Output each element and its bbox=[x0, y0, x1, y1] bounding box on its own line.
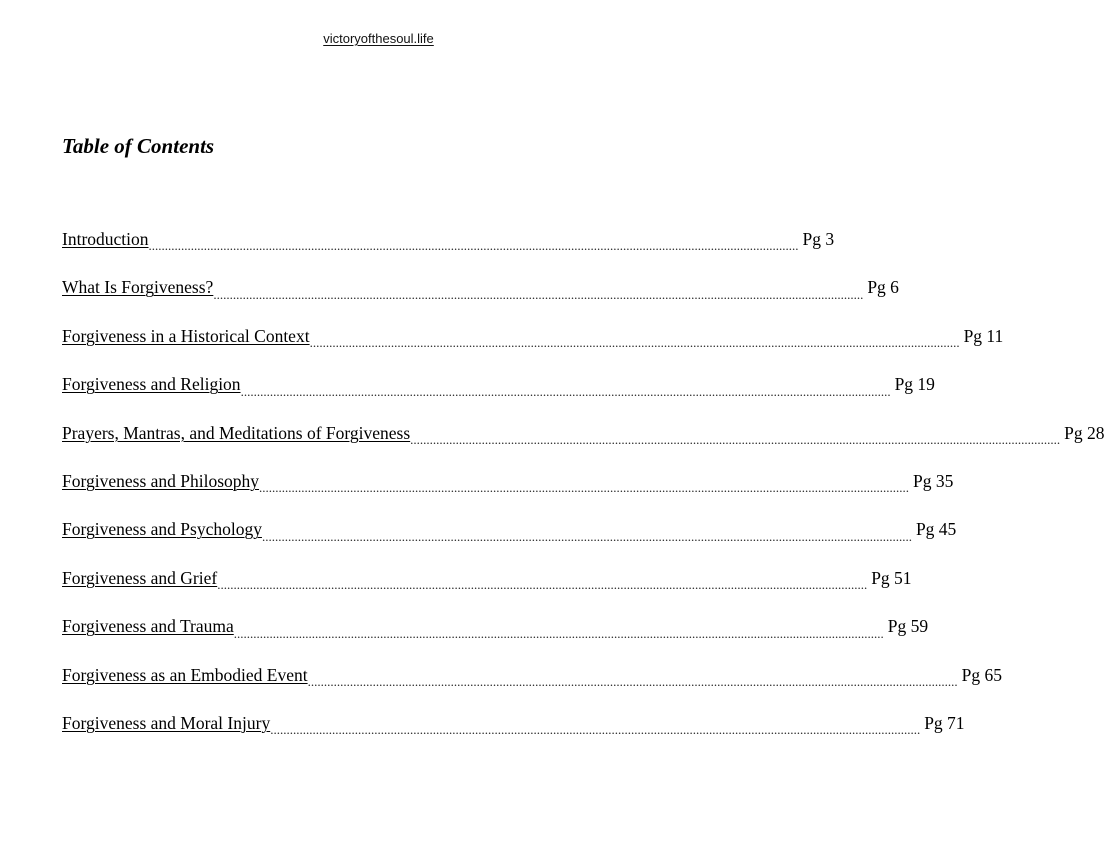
toc-entry-historical-context bbox=[62, 325, 1004, 373]
dot-leader: ........................................................................................................................................................................................................ bbox=[233, 625, 884, 641]
toc-link[interactable]: Forgiveness and Grief bbox=[62, 567, 218, 588]
toc-list bbox=[62, 228, 1105, 760]
dot-leader: ........................................................................................................................................................................................................ bbox=[309, 335, 960, 351]
toc-entry-trauma bbox=[62, 615, 929, 663]
toc-link[interactable]: What Is Forgiveness? bbox=[62, 277, 214, 298]
dot-leader: ........................................................................................................................................................................................................ bbox=[261, 528, 912, 544]
dot-leader: ........................................................................................................................................................................................................ bbox=[213, 286, 864, 302]
dot-leader: ........................................................................................................................................................................................................ bbox=[259, 480, 910, 496]
toc-entry-philosophy bbox=[62, 470, 954, 518]
toc-link[interactable]: Forgiveness and Psychology bbox=[62, 519, 262, 540]
toc-link[interactable]: Forgiveness and Trauma bbox=[62, 616, 234, 637]
toc-entry-religion bbox=[62, 373, 935, 421]
dot-leader: ........................................................................................................................................................................................................ bbox=[240, 383, 891, 399]
toc-link[interactable]: Introduction bbox=[62, 229, 149, 249]
dot-leader: ........................................................................................................................................................................................................ bbox=[410, 431, 1061, 447]
page-number: Pg 28 bbox=[1064, 422, 1105, 443]
page-number: Pg 19 bbox=[894, 374, 935, 395]
toc-entry-grief bbox=[62, 567, 912, 615]
page-number: Pg 11 bbox=[963, 325, 1004, 346]
toc-link[interactable]: Prayers, Mantras, and Meditations of Forgiveness bbox=[62, 422, 411, 443]
toc-entry-what-is-forgiveness bbox=[62, 276, 899, 324]
toc-link[interactable]: Forgiveness as an Embodied Event bbox=[62, 664, 308, 685]
page-number: Pg 6 bbox=[867, 277, 899, 298]
page-number: Pg 35 bbox=[913, 470, 954, 491]
dot-leader: ........................................................................................................................................................................................................ bbox=[307, 673, 958, 689]
dot-leader: ........................................................................................................................................................................................................ bbox=[270, 722, 921, 738]
dot-leader: ........................................................................................................................................................................................................ bbox=[148, 238, 799, 254]
dot-leader: ........................................................................................................................................................................................................ bbox=[217, 577, 868, 593]
page-number: Pg 3 bbox=[802, 229, 835, 249]
page-number: Pg 51 bbox=[871, 567, 912, 588]
toc-entry-embodied-event bbox=[62, 664, 1002, 712]
toc-entry-moral-injury bbox=[62, 712, 965, 760]
page-number: Pg 71 bbox=[924, 712, 965, 733]
page-number: Pg 65 bbox=[961, 664, 1002, 685]
toc-link[interactable]: Forgiveness and Religion bbox=[62, 374, 241, 395]
toc-title: Table of Contents bbox=[62, 134, 215, 158]
page-number: Pg 45 bbox=[915, 519, 957, 540]
toc-entry-psychology bbox=[62, 518, 957, 566]
page-number: Pg 59 bbox=[887, 616, 929, 637]
toc-link[interactable]: Forgiveness and Moral Injury bbox=[62, 712, 271, 733]
toc-link[interactable]: Forgiveness and Philosophy bbox=[62, 470, 260, 491]
toc-entry-introduction bbox=[62, 228, 835, 276]
site-link[interactable]: victoryofthesoul.life bbox=[323, 31, 434, 46]
toc-entry-prayers bbox=[62, 422, 1105, 470]
toc-link[interactable]: Forgiveness in a Historical Context bbox=[62, 325, 310, 346]
